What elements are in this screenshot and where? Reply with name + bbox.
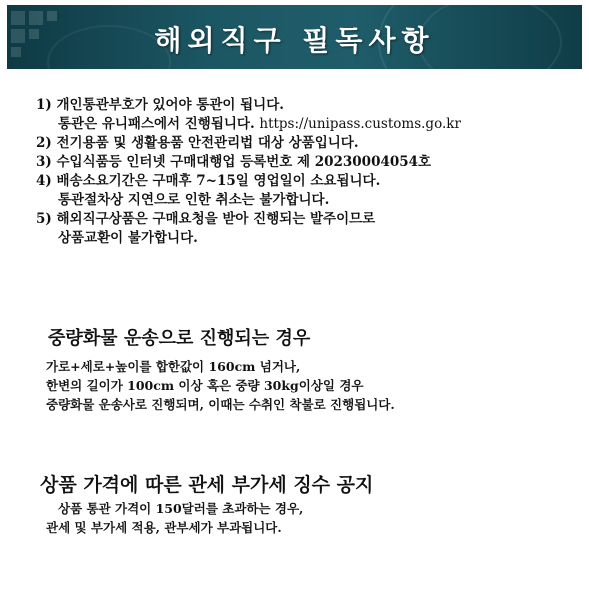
header-banner [7, 5, 582, 69]
unipass-link[interactable]: https://unipass.customs.go.kr [259, 116, 461, 132]
notice-list [36, 96, 556, 248]
notice-item: 2) 전기용품 및 생활용품 안전관리법 대상 상품입니다. [36, 135, 359, 151]
notice-item: 상품교환이 불가합니다. [58, 230, 198, 246]
page-title: 해외직구 필독사항 [154, 24, 435, 57]
duty-line: 관세 및 부가세 적용, 관부세가 부과됩니다. [46, 520, 282, 535]
notice-item: 1) 개인통관부호가 있어야 통관이 됩니다. [36, 97, 284, 113]
duty-body [46, 499, 304, 537]
notice-item: 3) 수입식품등 인터넷 구매대행업 등록번호 제 20230004054호 [36, 154, 432, 170]
freight-heading: 중량화물 운송으로 진행되는 경우 [48, 328, 311, 349]
duty-line: 상품 통관 가격이 150달러를 초과하는 경우, [58, 501, 304, 516]
notice-item: 5) 해외직구상품은 구매요청을 받아 진행되는 발주이므로 [36, 211, 376, 227]
notice-text: 통관은 유니패스에서 진행됩니다. [58, 116, 260, 132]
duty-heading: 상품 가격에 따른 관세 부가세 징수 공지 [40, 474, 374, 496]
notice-item [36, 115, 556, 134]
freight-line: 중량화물 운송사로 진행되며, 이때는 수취인 착불로 진행됩니다. [46, 397, 395, 412]
freight-line: 가로+세로+높이를 합한값이 160cm 넘거나, [46, 359, 301, 374]
notice-item: 통관절차상 지연으로 인한 취소는 불가합니다. [58, 192, 330, 208]
freight-line: 한변의 길이가 100cm 이상 혹은 중량 30kg이상일 경우 [46, 378, 364, 393]
freight-body [46, 357, 395, 414]
notice-item: 4) 배송소요기간은 구매후 7~15일 영업일이 소요됩니다. [36, 173, 381, 189]
